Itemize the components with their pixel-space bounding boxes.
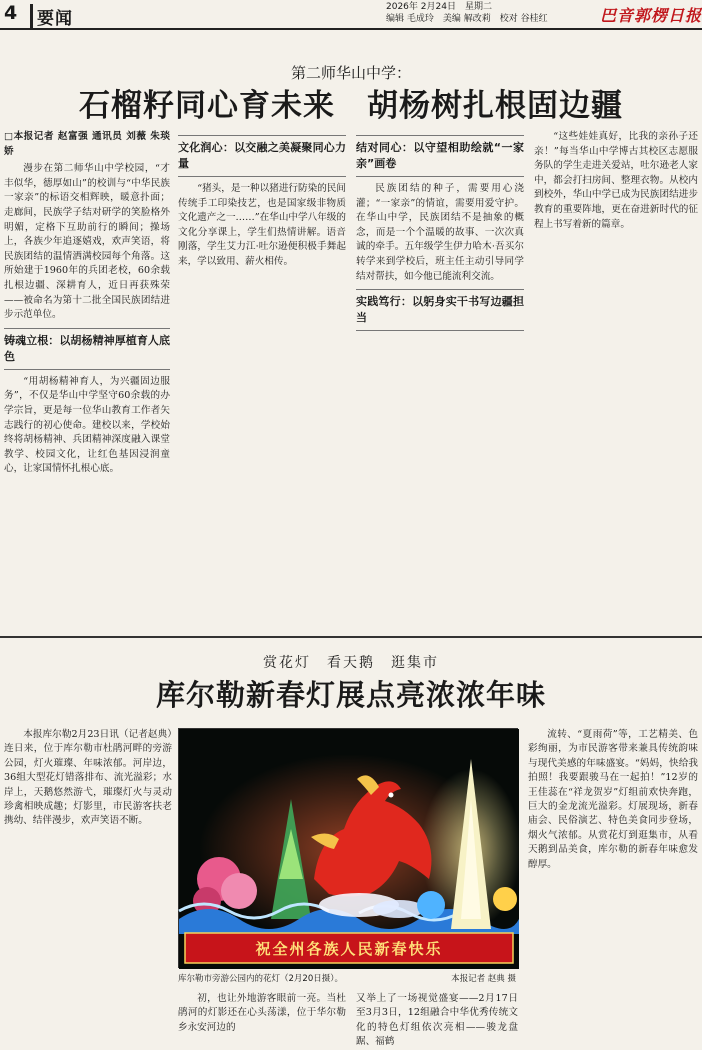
photo-caption-line — [178, 972, 518, 986]
article2-body — [0, 722, 702, 1048]
page-number: 4 — [4, 2, 18, 24]
article1-byline: □本报记者 赵富强 通讯员 刘薇 朱琰娇 — [4, 131, 170, 157]
article2-kicker: 赏花灯 看天鹅 逛集市 — [263, 655, 439, 671]
masthead-meta — [386, 1, 586, 25]
photo-banner-text: 祝全州各族人民新春快乐 — [255, 940, 443, 958]
article2-column-3-tail — [356, 992, 518, 1048]
article2-headline: 库尔勒新春灯展点亮浓浓年味 — [155, 678, 546, 712]
section-name: 要闻 — [30, 4, 73, 29]
photo-caption: 库尔勒市旁游公园内的花灯（2月20日摄）。 — [178, 974, 343, 984]
article1-subhead-2: 文化润心：以交融之美凝聚同心力量 — [178, 135, 346, 177]
article2-column-1 — [4, 728, 172, 1022]
newspaper-logo: 巴音郭楞日报 — [600, 6, 702, 25]
article1-column-4 — [534, 130, 698, 630]
article1-subhead-3: 结对同心：以守望相助绘就“一家亲”画卷 — [356, 135, 524, 177]
article1-subhead-4: 实践笃行：以躬身实干书写边疆担当 — [356, 289, 524, 331]
article1-section-2-body: “猪头，是一种以猪进行防染的民间传统手工印染技艺，也是国家级非物质文化遗产之一……”在华山中学八年级的文化分享课上，学生们热情讲解。语音刚落，学生艾力江·吐尔逊便积极手舞起来，学以致用、薪火相传。 — [178, 183, 346, 267]
lantern-scene-illustration — [179, 729, 519, 969]
article2-tail-right: 又举上了一场视觉盛宴——2月17日至3月3日，12组融合中华优秀传统文化的特色灯组依次亮相——骏龙盘踞、福鹤 — [356, 993, 518, 1048]
article2-column-2-tail — [178, 992, 346, 1033]
article1-headline: 石榴籽同心育未来 胡杨树扎根固边疆 — [79, 88, 623, 124]
article1-kicker: 第二师华山中学： — [290, 64, 411, 82]
lantern-photo — [178, 728, 518, 968]
article1-intro: 漫步在第二师华山中学校园，“才丰似华，德厚如山”的校训与“中华民族一家亲”的标语交相辉映，暖意扑面；走廊间，民族学子结对研学的笑脸格外明媚，定格下互助前行的瞬间；操场上，各族少年追逐嬉戏，欢声笑语，将民族团结的温情洒满校园每个角落。这所始建于1960年的兵团老校，60余载扎根边疆、深耕育人，近日再获殊荣——被命名为第十二批全国民族团结进步示范单位。 — [4, 163, 170, 321]
issue-date: 2026年 2月24日 星期二 — [386, 2, 492, 12]
photo-credit: 本报记者 赵典 摄 — [451, 974, 516, 984]
article2-lead: 本报库尔勒2月23日讯（记者赵典）连日来，位于库尔勒市杜鹃河畔的旁游公园，灯火璀璨、年味浓郁。河岸边，36组大型花灯错落排布、流光溢彩；水岸上，天鹅悠然游弋，璀璨灯火与灵动珍禽相映成趣；灯影里，市民游客扶老携幼、结伴漫步，欢声笑语不断。 — [4, 729, 172, 827]
article2-right-column: 流转、“夏雨荷”等，工艺精美、色彩绚丽，为市民游客带来兼具传统韵味与现代美感的年味盛宴。“妈妈，快给我拍照！我要跟骏马在一起拍！”12岁的王佳蕊在“祥龙贺岁”灯组前欢快奔跑，巨大的金龙流光溢彩。灯展现场，新春庙会、民俗演艺、特色美食同步登场，烟火气浓郁。从赏花灯到逛集市，从看天鹅到品美食，库尔勒的新春年味愈发醇厚。 — [528, 729, 698, 870]
article2-tail-left: 初，也让外地游客眼前一亮。当杜鹃河的灯影还在心头荡漾，位于华尔勒乡永安河边的 — [178, 993, 346, 1033]
article1-section-4-body: “这些娃娃真好，比我的亲孙子还亲！”每当华山中学博古其校区志愿服务队的学生走进关爱站，吐尔逊老人家中，都会打扫房间、整理衣物。从校内到校外，华山中学已成为民族团结进步教育的重要阵地，更在奋进新时代的征程上书写着新的篇章。 — [534, 131, 698, 230]
article1-body — [0, 130, 702, 630]
article2-column-right — [528, 728, 698, 1022]
article1-column-1 — [4, 130, 170, 630]
page-masthead — [0, 0, 702, 30]
article1-subhead-1: 铸魂立根：以胡杨精神厚植育人底色 — [4, 328, 170, 370]
article1-column-2 — [178, 130, 346, 630]
article1-section-1-body: “用胡杨精神育人，为兴疆固边服务”，不仅是华山中学坚守60余载的办学宗旨，更是每一位华山教育工作者矢志践行的初心使命。建校以来，学校始终将胡杨精神、兵团精神深度融入课堂教学、校园文化，让红色基因浸润童心，让家国情怀扎根心底。 — [4, 375, 170, 475]
article1-section-3-body: 民族团结的种子，需要用心浇灌；“一家亲”的情谊，需要用爱守护。在华山中学，民族团结不是抽象的概念，而是一个个温暖的故事、一次次真诚的牵手。五年级学生伊力哈木·吾买尔转学来到学校后，班主任主动引导同学结对帮扶，如今他已能流利交流。 — [356, 183, 524, 282]
editor-credits: 编辑 毛成玲 美编 解改莉 校对 谷桂红 — [386, 14, 548, 24]
article-divider — [0, 636, 702, 638]
article1-column-3 — [356, 130, 524, 630]
